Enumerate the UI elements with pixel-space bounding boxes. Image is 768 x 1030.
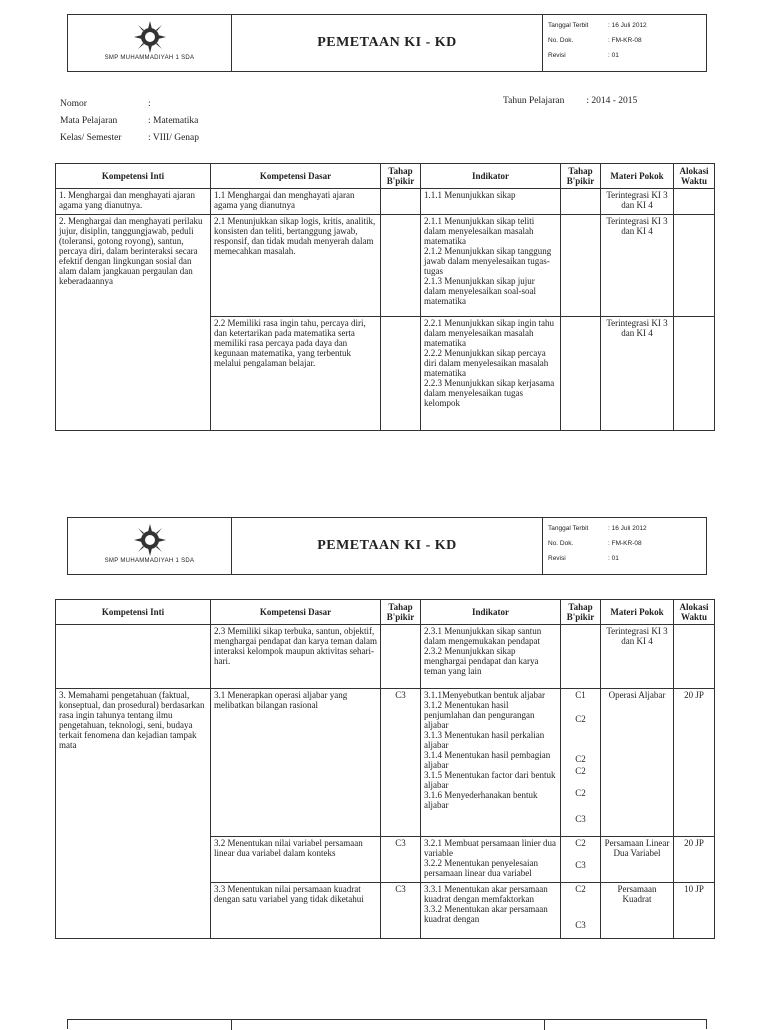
doc-header-partial — [67, 1019, 707, 1029]
materi-cell: Terintegrasi KI 3 dan KI 4 — [601, 625, 674, 689]
level-cell — [561, 837, 601, 883]
ki-cell: 1. Menghargai dan menghayati ajaran agama yang dianutnya. — [56, 189, 211, 215]
indikator-item: 3.3.1 Menentukan akar persamaan kuadrat dengan memfaktorkan — [424, 884, 548, 904]
alokasi-cell: 20 JP — [674, 689, 715, 837]
alokasi-cell: 20 JP — [674, 837, 715, 883]
kd-cell: 3.2 Menentukan nilai variabel persamaan linear dua variabel dalam konteks — [211, 837, 381, 883]
materi-cell: Terintegrasi KI 3 dan KI 4 — [601, 215, 674, 317]
meta-value: : 01 — [608, 555, 619, 562]
col-tahap-berpikir: Tahap B'pikir — [381, 164, 421, 189]
school-name: SMP MUHAMMADIYAH 1 SDA — [104, 558, 195, 564]
col-kompetensi-inti: Kompetensi Inti — [56, 164, 211, 189]
kd-cell: 2.3 Memiliki sikap terbuka, santun, objektif, menghargai pendapat dan karya teman dalam interaksi kelompok maupun aktivitas sehari-hari. — [211, 625, 381, 689]
indikator-item: 2.3.1 Menunjukkan sikap santun dalam mengemukakan pendapat — [424, 626, 542, 646]
level-item: C3 — [575, 814, 586, 824]
muhammadiyah-logo-icon — [134, 524, 166, 556]
level-item: C1 — [575, 690, 586, 700]
level-cell — [561, 689, 601, 837]
nomor-value: : — [148, 99, 151, 109]
indikator-item: 3.1.5 Menentukan factor dari bentuk aljabar — [424, 770, 556, 790]
level-cell: C3 — [381, 837, 421, 883]
meta-value: : FM-KR-08 — [608, 540, 642, 547]
materi-cell: Terintegrasi KI 3 dan KI 4 — [601, 317, 674, 431]
table-row — [56, 625, 715, 689]
logo-cell — [68, 518, 232, 574]
doc-meta — [543, 15, 706, 71]
table-row — [56, 689, 715, 837]
indikator-cell — [421, 317, 561, 431]
indikator-cell: 1.1.1 Menunjukkan sikap — [421, 189, 561, 215]
col-alokasi-waktu: Alokasi Waktu — [674, 600, 715, 625]
indikator-item: 3.2.1 Membuat persamaan linier dua variable — [424, 838, 556, 858]
muhammadiyah-logo-icon — [134, 21, 166, 53]
kd-cell: 1.1 Menghargai dan menghayati ajaran agama yang dianutnya — [211, 189, 381, 215]
mapping-table-1 — [55, 163, 715, 431]
mapel-value: : Matematika — [148, 116, 199, 126]
school-name: SMP MUHAMMADIYAH 1 SDA — [104, 55, 195, 61]
indikator-item: 2.2.1 Menunjukkan sikap ingin tahu dalam menyelesaikan masalah matematika — [424, 318, 554, 348]
col-kompetensi-dasar: Kompetensi Dasar — [211, 600, 381, 625]
table-header-row — [56, 600, 715, 625]
indikator-cell — [421, 837, 561, 883]
col-alokasi-waktu: Alokasi Waktu — [674, 164, 715, 189]
tahun-pelajaran — [503, 96, 637, 106]
doc-meta — [543, 518, 706, 574]
tahun-value: : 2014 - 2015 — [586, 96, 638, 106]
kd-cell: 2.1 Menunjukkan sikap logis, kritis, analitik, konsisten dan teliti, bertanggung jawab, responsif, dan tidak mudah menyerah dalam memecahkan masalah. — [211, 215, 381, 317]
col-indikator: Indikator — [421, 600, 561, 625]
logo-cell — [68, 15, 232, 71]
col-kompetensi-inti: Kompetensi Inti — [56, 600, 211, 625]
doc-header — [67, 517, 707, 575]
kelas-value: : VIII/ Genap — [148, 133, 200, 143]
meta-value: : 16 Juli 2012 — [608, 22, 647, 29]
indikator-item: 3.1.6 Menyederhanakan bentuk aljabar — [424, 790, 538, 810]
table-row — [56, 215, 715, 317]
indikator-item: 3.1.4 Menentukan hasil pembagian aljabar — [424, 750, 551, 770]
meta-value: : 01 — [608, 52, 619, 59]
indikator-cell — [421, 883, 561, 939]
indikator-cell — [421, 215, 561, 317]
col-materi-pokok: Materi Pokok — [601, 600, 674, 625]
meta-value: : FM-KR-08 — [608, 37, 642, 44]
col-tahap-berpikir-2: Tahap B'pikir — [561, 164, 601, 189]
nomor-label: Nomor — [60, 99, 87, 109]
meta-label: No. Dok. — [548, 37, 574, 44]
col-materi-pokok: Materi Pokok — [601, 164, 674, 189]
col-kompetensi-dasar: Kompetensi Dasar — [211, 164, 381, 189]
mapel-label: Mata Pelajaran — [60, 116, 118, 126]
materi-cell: Persamaan Linear Dua Variabel — [601, 837, 674, 883]
kd-cell: 2.2 Memiliki rasa ingin tahu, percaya diri, dan ketertarikan pada matematika serta memiliki rasa percaya pada daya dan kegunaan matematika, yang terbentuk melalui pengalaman belajar. — [211, 317, 381, 431]
materi-cell: Persamaan Kuadrat — [601, 883, 674, 939]
indikator-cell — [421, 689, 561, 837]
indikator-item: 3.1.3 Menentukan hasil perkalian aljabar — [424, 730, 545, 750]
indikator-cell — [421, 625, 561, 689]
doc-title: PEMETAAN KI - KD — [232, 15, 543, 71]
meta-label: Revisi — [548, 52, 566, 59]
indikator-item: 2.3.2 Menunjukkan sikap menghargai pendapat dan karya teman yang lain — [424, 646, 539, 676]
indikator-item: 3.2.2 Menentukan penyelesaian persamaan linear dua variabel — [424, 858, 538, 878]
indikator-item: 3.1.2 Menentukan hasil penjumlahan dan pengurangan aljabar — [424, 700, 535, 730]
kd-cell: 3.1 Menerapkan operasi aljabar yang melibatkan bilangan rasional — [211, 689, 381, 837]
indikator-item: 2.2.3 Menunjukkan sikap kerjasama dalam menyelesaikan tugas kelompok — [424, 378, 555, 408]
kd-cell: 3.3 Menentukan nilai persamaan kuadrat dengan satu variabel yang tidak diketahui — [211, 883, 381, 939]
meta-value: : 16 Juli 2012 — [608, 525, 647, 532]
materi-cell: Terintegrasi KI 3 dan KI 4 — [601, 189, 674, 215]
meta-label: Tanggal Terbit — [548, 22, 589, 29]
doc-title: PEMETAAN KI - KD — [232, 518, 543, 574]
level-item: C3 — [575, 860, 586, 870]
indikator-item: 3.1.1Menyebutkan bentuk aljabar — [424, 690, 545, 700]
ki-cell: 3. Memahami pengetahuan (faktual, konseptual, dan prosedural) berdasarkan rasa ingin tahunya tentang ilmu pengetahuan, teknologi, seni, budaya terkait fenomena dan kejadian tampak mata — [56, 689, 211, 939]
level-item: C2 — [575, 838, 586, 848]
doc-header — [67, 14, 707, 72]
identity-block — [60, 96, 199, 147]
alokasi-cell: 10 JP — [674, 883, 715, 939]
level-item: C2 — [575, 788, 586, 798]
level-item: C2 — [575, 884, 586, 894]
indikator-item: 2.1.1 Menunjukkan sikap teliti dalam menyelesaikan masalah matematika — [424, 216, 535, 246]
table-row — [56, 189, 715, 215]
level-cell: C3 — [381, 689, 421, 837]
mapping-table-2 — [55, 599, 715, 939]
level-item: C2 — [575, 766, 586, 776]
meta-label: Revisi — [548, 555, 566, 562]
materi-cell: Operasi Aljabar — [601, 689, 674, 837]
tahun-label: Tahun Pelajaran — [503, 96, 565, 106]
level-item: C2 — [575, 714, 586, 724]
ki-cell: 2. Menghargai dan menghayati perilaku jujur, disiplin, tanggungjawab, peduli (toleransi, gotong royong), santun, percaya diri, dalam berinteraksi secara efektif dengan lingkungan sosial dan alam dalam jangkauan pergaulan dan keberadaannya — [56, 215, 211, 431]
kelas-label: Kelas/ Semester — [60, 133, 122, 143]
col-tahap-berpikir-2: Tahap B'pikir — [561, 600, 601, 625]
col-tahap-berpikir: Tahap B'pikir — [381, 600, 421, 625]
meta-label: Tanggal Terbit — [548, 525, 589, 532]
indikator-item: 2.1.2 Menunjukkan sikap tanggung jawab dalam menyelesaikan tugas-tugas — [424, 246, 552, 276]
indikator-item: 2.2.2 Menunjukkan sikap percaya diri dalam menyelesaikan masalah matematika — [424, 348, 549, 378]
level-cell: C3 — [381, 883, 421, 939]
indikator-item: 2.1.3 Menunjukkan sikap jujur dalam menyelesaikan soal-soal matematika — [424, 276, 536, 306]
col-indikator: Indikator — [421, 164, 561, 189]
table-header-row — [56, 164, 715, 189]
level-item: C2 — [575, 754, 586, 764]
meta-label: No. Dok. — [548, 540, 574, 547]
level-cell — [561, 883, 601, 939]
level-item: C3 — [575, 920, 586, 930]
indikator-item: 3.3.2 Menentukan akar persamaan kuadrat dengan — [424, 904, 548, 924]
